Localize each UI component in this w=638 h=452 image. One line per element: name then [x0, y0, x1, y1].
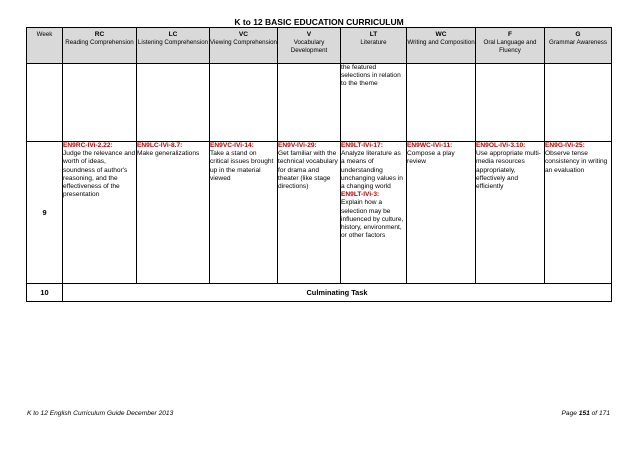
header-label: Listening Comprehension: [137, 38, 209, 46]
cont-lc-cell: [137, 64, 210, 142]
header-code: WC: [435, 31, 447, 38]
header-code: LT: [369, 31, 378, 38]
header-rc: [63, 28, 137, 64]
week9-wc-cell: [407, 142, 476, 284]
week9-f-cell: [476, 142, 545, 284]
page-total: 171: [598, 410, 610, 417]
competency-code: EN9LT-IVi-17:: [341, 142, 383, 149]
week9-g-cell: [545, 142, 612, 284]
cont-lt-cell: [341, 64, 407, 142]
header-label: Viewing Comprehension: [210, 38, 277, 46]
header-f: [476, 28, 545, 64]
page-of-label: of: [591, 410, 598, 417]
cont-f-cell: [476, 64, 545, 142]
week10-row: [27, 284, 612, 302]
cont-rc-cell: [63, 64, 137, 142]
week10-number: 10: [27, 284, 63, 302]
competency-text: Compose a play review: [407, 150, 455, 166]
competency-text: Make generalizations: [137, 150, 200, 158]
competency-text: Analyze literature as a means of understanding unchanging values in a changing world: [341, 150, 403, 191]
cont-v-cell: [278, 64, 341, 142]
competency-code: EN9LC-IVi-8.7:: [137, 142, 183, 149]
header-code: LC: [168, 31, 178, 38]
footer-page-number: [562, 410, 610, 417]
cont-wc-cell: [407, 64, 476, 142]
competency-code: EN9RC-IVi-2.22:: [63, 142, 113, 149]
competency-code: EN9VC-IVi-14:: [210, 142, 254, 149]
week9-lc-cell: [137, 142, 210, 284]
continuation-row: [27, 64, 612, 142]
header-lt: [341, 28, 407, 64]
competency-code: EN9OL-IVi-3.10:: [476, 142, 526, 149]
week9-v-cell: [278, 142, 341, 284]
competency-code: EN9WC-IVi-11:: [407, 142, 453, 149]
cont-week-cell: [27, 64, 63, 142]
competency-code-secondary: EN9LT-IVi-3:: [341, 191, 380, 199]
header-label: Grammar Awareness: [549, 38, 607, 46]
page-label: Page: [561, 410, 577, 417]
competency-text: Use appropriate multi-media resources appropriately, effectively and efficiently: [476, 150, 541, 191]
cont-vc-cell: [210, 64, 278, 142]
header-code: VC: [238, 31, 249, 38]
header-label: Literature: [360, 38, 387, 46]
competency-text: Judge the relevance and worth of ideas, soundness of author's reasoning, and the effectiveness of the presentation: [63, 150, 136, 199]
header-v: [278, 28, 341, 64]
competency-text: Get familiar with the technical vocabulary for drama and theater (like stage directions): [278, 150, 338, 191]
header-code: F: [507, 31, 513, 38]
document-title: K to 12 BASIC EDUCATION CURRICULUM: [234, 17, 404, 27]
competency-text: Observe tense consistency in writing an evaluation: [545, 150, 608, 174]
footer-guide-title: K to 12 English Curriculum Guide December 2013: [27, 410, 174, 417]
week9-number: 9: [27, 142, 63, 284]
header-vc: [210, 28, 278, 64]
header-label: Reading Comprehension: [65, 38, 134, 46]
header-label: Oral Language and Fluency: [483, 38, 537, 54]
cont-lt-text: the featured selections in relation to the theme: [341, 64, 401, 88]
header-row: [27, 28, 612, 64]
header-lc: [137, 28, 210, 64]
page-current: 151: [578, 410, 590, 417]
header-code: G: [575, 31, 581, 38]
competency-code: EN9V-IVi-29:: [278, 142, 317, 149]
competency-text: Take a stand on critical issues brought up in the material viewed: [210, 150, 274, 182]
header-g: [545, 28, 612, 64]
header-label: Writing and Composition: [407, 38, 475, 46]
competency-code: EN9G-IVi-25:: [545, 142, 585, 149]
header-week: Week: [27, 28, 63, 64]
week9-vc-cell: [210, 142, 278, 284]
header-label: Vocabulary Development: [290, 38, 328, 54]
curriculum-table: [26, 27, 612, 302]
header-code: V: [306, 31, 312, 38]
competency-text-secondary: Explain how a selection may be influenced by culture, history, environment, or other factors: [341, 199, 404, 240]
cont-g-cell: [545, 64, 612, 142]
header-wc: [407, 28, 476, 64]
culminating-task-cell: Culminating Task: [63, 284, 612, 302]
week9-lt-cell: [341, 142, 407, 284]
week9-rc-cell: [63, 142, 137, 284]
header-code: RC: [94, 31, 105, 38]
week9-row: [27, 142, 612, 284]
